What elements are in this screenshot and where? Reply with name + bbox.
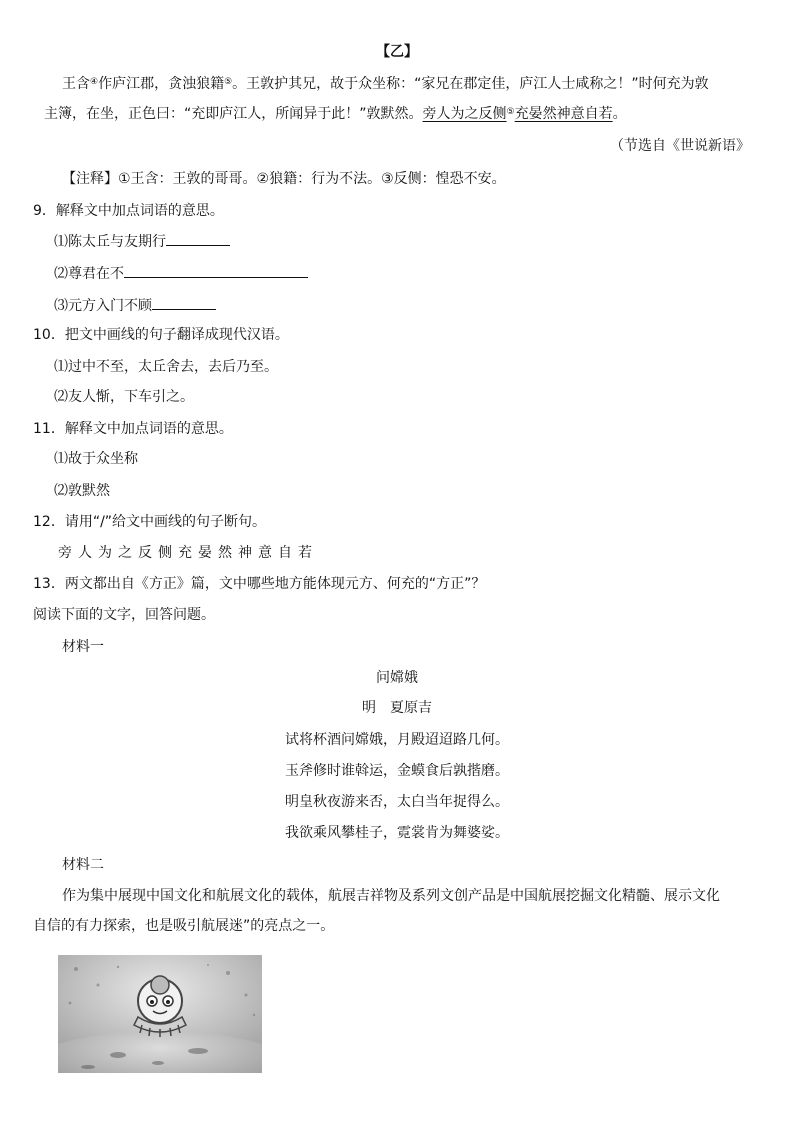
question-9-item-3 [54, 295, 216, 316]
poem-line-1: 试将杯酒问嫦娥，月殿迢迢路几何。 [285, 732, 509, 748]
question-10-stem: 10．把文中画线的句子翻译成现代汉语。 [33, 327, 289, 343]
material-2-label: 材料二 [62, 857, 104, 873]
answer-blank[interactable] [152, 295, 216, 310]
passage-line-1 [62, 74, 709, 94]
question-9-item-2 [54, 263, 308, 284]
question-11-item-2: ⑵敦默然 [54, 483, 110, 499]
item-text: ⑴陈太丘与友期行 [54, 234, 166, 250]
note-marker: ④ [90, 77, 99, 87]
poem-line-3: 明皇秋夜游来否，太白当年捉得么。 [285, 794, 509, 810]
answer-blank[interactable] [124, 263, 308, 278]
material-2-paragraph-line-2: 自信的有力探索，也是吸引航展迷”的亮点之一。 [33, 918, 335, 934]
underlined-sentence: 旁人为之反侧 [422, 106, 507, 122]
passage-text: 。 [612, 106, 627, 122]
mascot-illustration [58, 955, 262, 1073]
poem-title: 问嫦娥 [376, 670, 418, 686]
passage-text: 作庐江郡，贪浊狼籍 [98, 76, 225, 92]
question-12-sentence: 旁人为之反侧充晏然神意自若 [58, 545, 318, 561]
question-13-stem: 13．两文都出自《方正》篇，文中哪些地方能体现元方、何充的“方正”？ [33, 576, 486, 592]
item-text: ⑶元方入门不顾 [54, 298, 152, 314]
question-11-item-1: ⑴故于众坐称 [54, 451, 138, 467]
poem-line-4: 我欲乘风攀桂子，霓裳肯为舞婆娑。 [285, 825, 509, 841]
passage-text: 主簿，在坐，正色曰：“充即庐江人，所闻异于此！”敦默然。 [44, 106, 423, 122]
material-1-label: 材料一 [62, 639, 104, 655]
question-9-item-1 [54, 231, 230, 252]
source-citation: （节选自《世说新语》 [610, 138, 750, 154]
question-12-stem: 12．请用“/”给文中画线的句子断句。 [33, 514, 267, 530]
passage-line-2 [44, 104, 627, 124]
section-title: 【乙】 [376, 44, 418, 60]
mascot-photo [58, 955, 262, 1073]
item-text: ⑵尊君在不 [54, 266, 124, 282]
question-9-stem: 9．解释文中加点词语的意思。 [33, 203, 224, 219]
passage-text: 王含 [62, 76, 90, 92]
note-marker: ⑤ [224, 77, 233, 87]
reading-intro: 阅读下面的文字，回答问题。 [33, 607, 215, 623]
question-11-stem: 11．解释文中加点词语的意思。 [33, 421, 233, 437]
answer-blank[interactable] [166, 231, 230, 246]
question-10-item-2: ⑵友人惭，下车引之。 [54, 389, 194, 405]
question-10-item-1: ⑴过中不至，太丘舍去，去后乃至。 [54, 359, 278, 375]
poem-line-2: 玉斧修时谁斡运，金蟆食后孰揩磨。 [285, 763, 509, 779]
annotation-notes: 【注释】①王含：王敦的哥哥。②狼籍：行为不法。③反侧：惶恐不安。 [62, 171, 506, 187]
poem-author: 明 夏原吉 [362, 700, 432, 716]
underlined-sentence: 充晏然神意自若 [514, 106, 613, 122]
passage-text: 。王敦护其兄，故于众坐称：“家兄在郡定佳，庐江人士咸称之！”时何充为敦 [232, 76, 709, 92]
material-2-paragraph-line-1: 作为集中展现中国文化和航展文化的载体，航展吉祥物及系列文创产品是中国航展挖掘文化精髓、展示文化 [62, 888, 720, 904]
note-marker: ⑤ [506, 107, 515, 117]
